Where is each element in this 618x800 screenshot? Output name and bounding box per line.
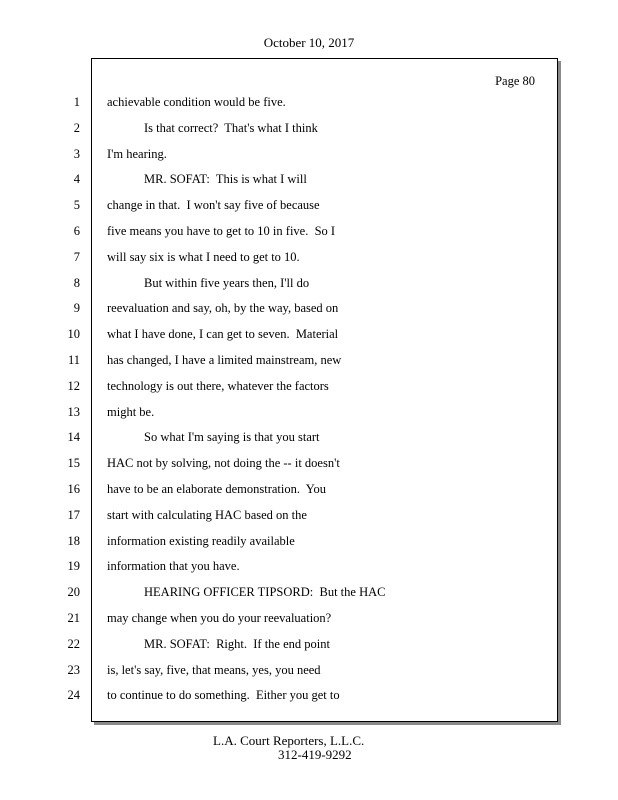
page-number: Page 80 [495,74,535,88]
line-number: 14 [67,430,80,444]
line-number: 21 [67,611,80,625]
transcript-line: information that you have. [107,559,240,573]
line-number: 20 [67,585,80,599]
line-number: 9 [73,301,80,315]
transcript-line: change in that. I won't say five of because [107,198,320,212]
line-number-column [0,0,91,800]
line-number: 13 [67,405,80,419]
transcript-line: So what I'm saying is that you start [144,430,320,444]
line-number: 16 [67,482,80,496]
transcript-line: may change when you do your reevaluation? [107,611,332,625]
line-number: 4 [73,172,80,186]
line-number: 7 [73,250,80,264]
line-number: 10 [67,327,80,341]
line-number: 15 [67,456,80,470]
transcript-date: October 10, 2017 [263,35,355,50]
line-number: 19 [67,559,80,573]
line-number: 2 [73,121,80,135]
line-number: 23 [67,663,80,677]
line-number: 18 [67,534,80,548]
line-number: 8 [73,276,80,290]
reporter-phone: 312-419-9292 [278,747,352,762]
line-number: 17 [67,508,80,522]
line-number: 11 [67,353,80,367]
transcript-line: achievable condition would be five. [107,95,286,109]
transcript-line: Is that correct? That's what I think [144,121,318,135]
transcript-line: MR. SOFAT: This is what I will [144,172,307,186]
transcript-line: start with calculating HAC based on the [107,508,307,522]
line-number: 1 [73,95,80,109]
line-number: 6 [73,224,80,238]
transcript-line: have to be an elaborate demonstration. You [107,482,327,496]
transcript-line: will say six is what I need to get to 10. [107,250,300,264]
transcript-line: MR. SOFAT: Right. If the end point [144,637,330,651]
line-number: 12 [67,379,80,393]
transcript-line: technology is out there, whatever the factors [107,379,329,393]
transcript-line: information existing readily available [107,534,295,548]
transcript-line: to continue to do something. Either you get to [107,688,340,702]
reporter-company: L.A. Court Reporters, L.L.C. [213,733,365,748]
line-number: 3 [73,147,80,161]
transcript-line: is, let's say, five, that means, yes, you need [107,663,321,677]
transcript-line: I'm hearing. [107,147,167,161]
line-number: 22 [67,637,80,651]
transcript-line: five means you have to get to 10 in five. So I [107,224,336,238]
transcript-page [91,58,558,722]
transcript-line: HEARING OFFICER TIPSORD: But the HAC [144,585,386,599]
transcript-line: HAC not by solving, not doing the -- it doesn't [107,456,340,470]
transcript-line: reevaluation and say, oh, by the way, based on [107,301,339,315]
transcript-line: might be. [107,405,155,419]
transcript-line: has changed, I have a limited mainstream, new [107,353,342,367]
transcript-line: But within five years then, I'll do [144,276,310,290]
transcript-line: what I have done, I can get to seven. Material [107,327,339,341]
line-number: 5 [73,198,80,212]
line-number: 24 [67,688,80,702]
